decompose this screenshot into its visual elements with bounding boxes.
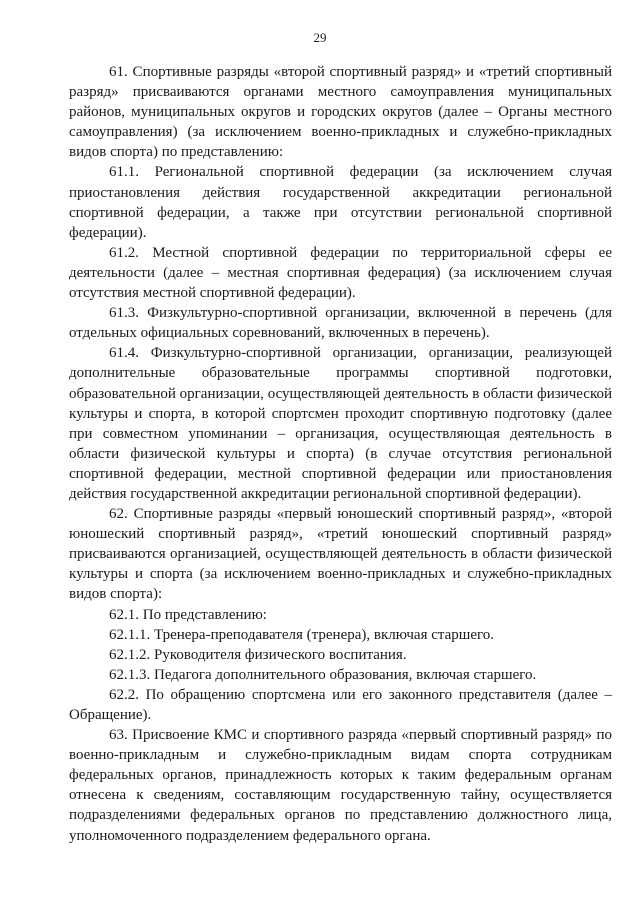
paragraph-61: 61. Спортивные разряды «второй спортивный разряд» и «третий спортивный разряд» присваиваются органами местного самоуправления муниципальных районов, муниципальных округов и городских округов (далее – Органы местного самоуправления) (за исключением военно-прикладных и служебно-прикладных видов спорта) по представлению: bbox=[69, 64, 612, 161]
paragraph-62-1-2: 62.1.2. Руководителя физического воспитания. bbox=[109, 646, 407, 663]
paragraph-62-2: 62.2. По обращению спортсмена или его законного представителя (далее – Обращение). bbox=[69, 686, 612, 723]
paragraph-61-1: 61.1. Региональной спортивной федерации (за исключением случая приостановления действия государственной аккредитации региональной спортивной федерации, а также при отсутствии региональной спортивной федерации). bbox=[69, 164, 612, 241]
paragraph-62-1-1: 62.1.1. Тренера-преподавателя (тренера), включая старшего. bbox=[109, 626, 495, 643]
paragraph-62-1-3: 62.1.3. Педагога дополнительного образования, включая старшего. bbox=[109, 666, 537, 683]
paragraph-61-3: 61.3. Физкультурно-спортивной организации, включенной в перечень (для отдельных официальных соревнований, включенных в перечень). bbox=[69, 305, 612, 342]
paragraph-63: 63. Присвоение КМС и спортивного разряда «первый спортивный разряд» по военно-прикладным и служебно-прикладным видам спорта сотрудникам федеральных органов, принадлежность которых к таким федеральным органам отнесена к сведениям, составляющим государственную тайну, осуществляется подразделениями федеральных органов по представлению должностного лица, уполномоченного подразделением федерального органа. bbox=[69, 727, 612, 844]
paragraph-61-4: 61.4. Физкультурно-спортивной организации, организации, реализующей дополнительные образовательные программы спортивной подготовки, образовательной организации, осуществляющей деятельность в области физической культуры и спорта, в которой спортсмен проходит спортивную подготовку (далее при совместном упоминании – организация, осуществляющая деятельность в области физической культуры и спорта) (в случае отсутствия региональной спортивной федерации, местной спортивной федерации или приостановления действия государственной аккредитации региональной спортивной федерации). bbox=[69, 345, 612, 502]
paragraph-61-2: 61.2. Местной спортивной федерации по территориальной сферы ее деятельности (далее – местная спортивная федерация) (за исключением случая отсутствия местной спортивной федерации). bbox=[69, 244, 612, 302]
paragraph-62: 62. Спортивные разряды «первый юношеский спортивный разряд», «второй юношеский спортивный разряд», «третий юношеский спортивный разряд» присваиваются организацией, осуществляющей деятельность в области физической культуры и спорта (за исключением военно-прикладных и служебно-прикладных видов спорта): bbox=[69, 506, 612, 603]
document-body bbox=[69, 62, 612, 846]
paragraph-62-1: 62.1. По представлению: bbox=[109, 606, 267, 623]
page-number: 29 bbox=[313, 30, 327, 45]
